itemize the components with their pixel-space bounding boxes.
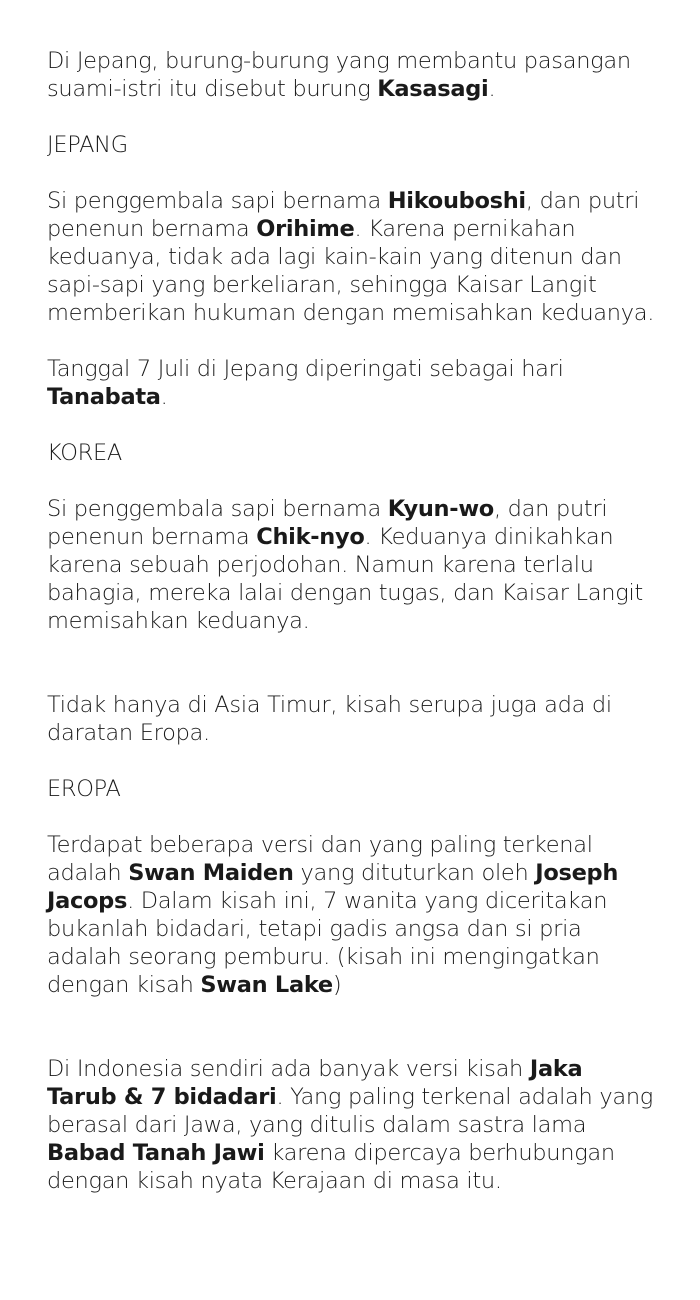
text-run: Terdapat beberapa versi dan yang paling terkenal adalah [47, 832, 593, 886]
spacer [47, 803, 659, 831]
paragraph-korea-story [47, 495, 659, 635]
paragraph-jepang-story [47, 187, 659, 327]
keyword-tanabata: Tanabata [47, 384, 161, 410]
text-run: Si penggembala sapi bernama [47, 496, 388, 522]
spacer [47, 999, 659, 1055]
keyword-orihime: Orihime [256, 216, 355, 242]
text-run: yang dituturkan oleh [293, 860, 536, 886]
paragraph-indonesia [47, 1055, 659, 1195]
text-run: Tanggal 7 Juli di Jepang diperingati sebagai hari [47, 356, 564, 382]
spacer [47, 747, 659, 775]
keyword-babad-tanah-jawi: Babad Tanah Jawi [47, 1140, 265, 1166]
keyword-swan-lake: Swan Lake [200, 972, 333, 998]
text-run: Si penggembala sapi bernama [47, 188, 388, 214]
keyword-kyun-wo: Kyun-wo [387, 496, 494, 522]
paragraph-kasasagi [47, 47, 659, 103]
text-run: karena dipercaya berhubungan dengan kisah nyata Kerajaan di masa itu. [47, 1140, 615, 1194]
text-run: Di Jepang, burung-burung yang membantu pasangan suami-istri itu disebut burung [47, 48, 631, 102]
keyword-hikouboshi: Hikouboshi [387, 188, 526, 214]
spacer [47, 411, 659, 439]
paragraph-asia-timur: Tidak hanya di Asia Timur, kisah serupa juga ada di daratan Eropa. [47, 692, 612, 746]
keyword-swan-maiden: Swan Maiden [128, 860, 294, 886]
keyword-chik-nyo: Chik-nyo [256, 524, 365, 550]
keyword-jaka-tarub: Jaka Tarub & 7 bidadari [47, 1056, 583, 1110]
text-run: . Keduanya dinikahkan karena sebuah perjodohan. Namun karena terlalu bahagia, mereka lalai dengan tugas, dan Kaisar Langit memisahkan keduanya. [47, 524, 643, 634]
text-run: ) [332, 972, 342, 998]
text-run: . [488, 76, 496, 102]
text-run: . [160, 384, 168, 410]
spacer [47, 159, 659, 187]
paragraph-eropa-story [47, 831, 659, 999]
text-run: . Karena pernikahan keduanya, tidak ada lagi kain-kain yang ditenun dan sapi-sapi yang berkeliaran, sehingga Kaisar Langit memberikan hukuman dengan memisahkan keduanya. [47, 216, 655, 326]
section-heading-jepang: JEPANG [47, 132, 128, 158]
text-run: Di Indonesia sendiri ada banyak versi kisah [47, 1056, 530, 1082]
keyword-kasasagi: Kasasagi [377, 76, 489, 102]
spacer [47, 467, 659, 495]
spacer [47, 327, 659, 355]
section-heading-korea: KOREA [47, 440, 122, 466]
text-run: . Yang paling terkenal adalah yang berasal dari Jawa, yang ditulis dalam sastra lama [47, 1084, 653, 1138]
paragraph-tanabata [47, 355, 659, 411]
spacer [47, 103, 659, 131]
keyword-joseph-jacops: Joseph Jacops [47, 860, 619, 914]
text-run: , dan putri penenun bernama [47, 496, 608, 550]
section-heading-eropa: EROPA [47, 776, 121, 802]
text-run: . Dalam kisah ini, 7 wanita yang diceritakan bukanlah bidadari, tetapi gadis angsa dan si pria adalah seorang pemburu. (kisah ini mengingatkan dengan kisah [47, 888, 608, 998]
text-run: , dan putri penenun bernama [47, 188, 640, 242]
spacer [47, 635, 659, 691]
article-body [47, 47, 659, 1195]
